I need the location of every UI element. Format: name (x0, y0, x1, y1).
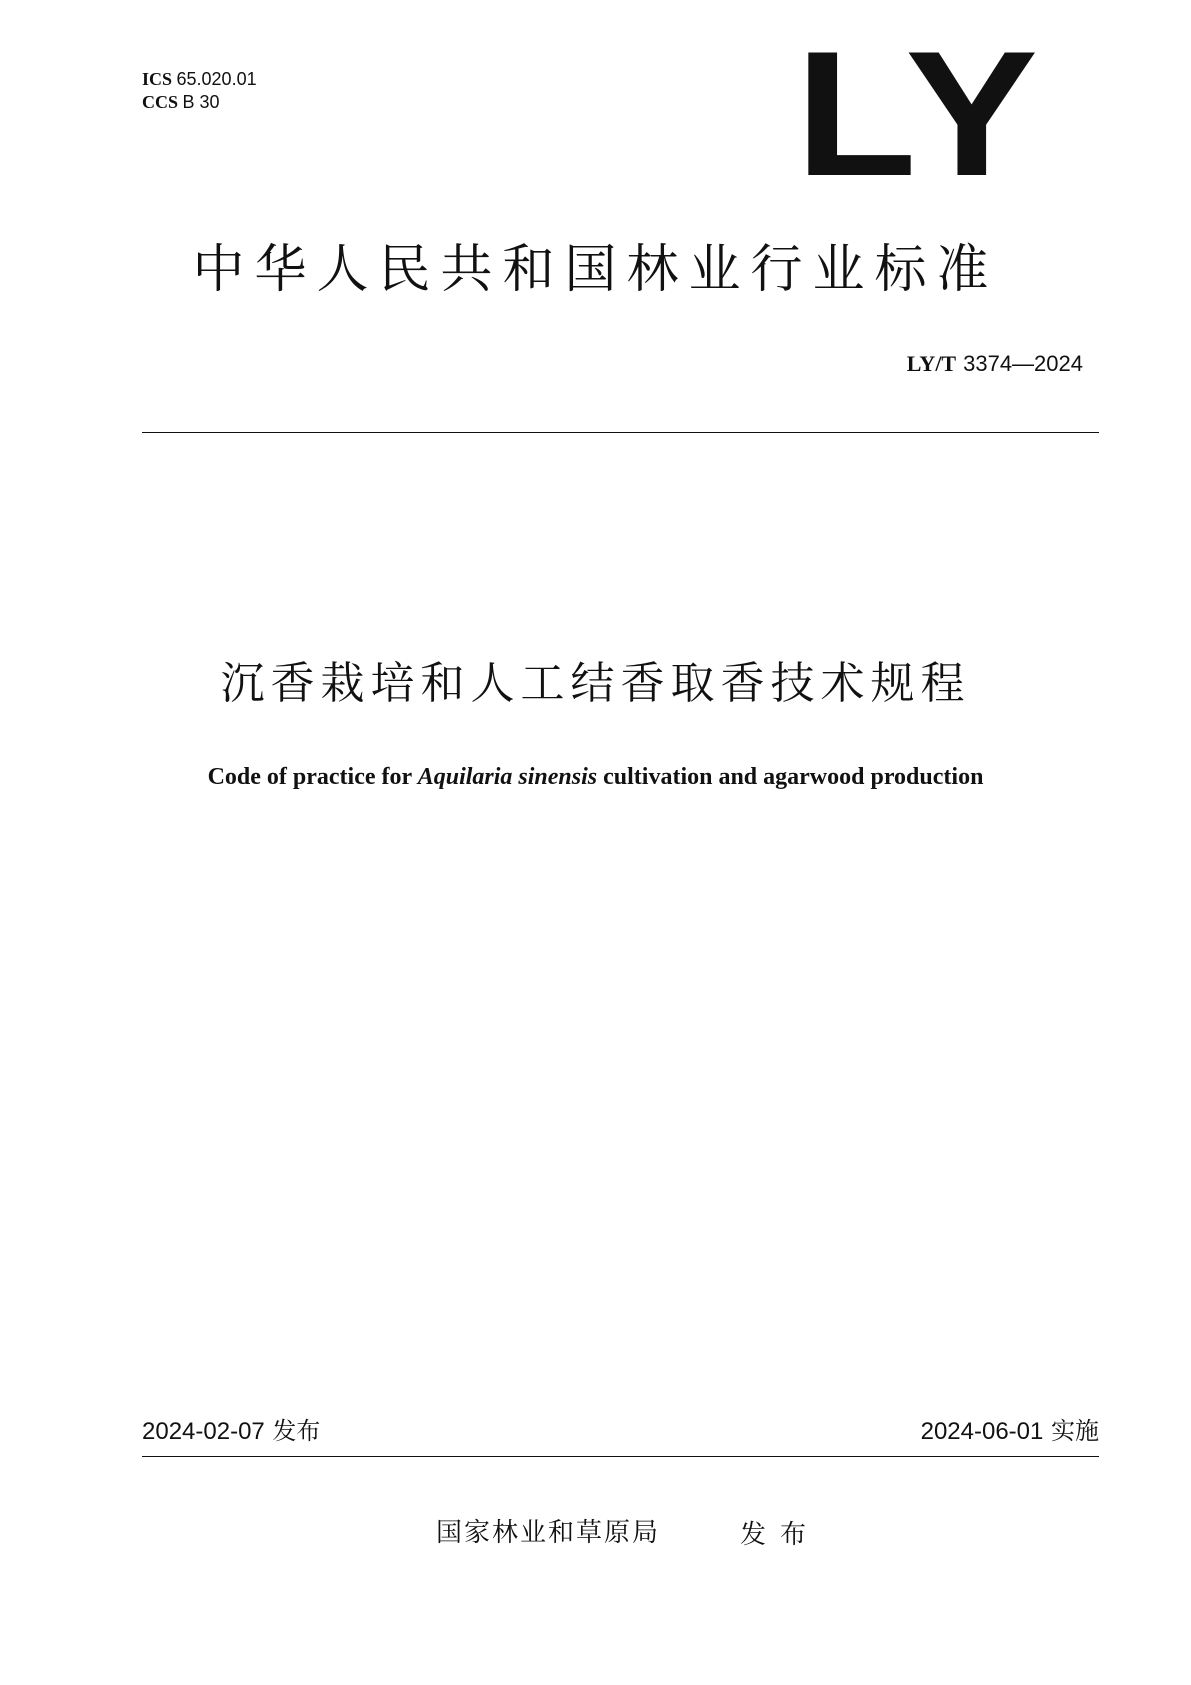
ccs-line (142, 91, 257, 114)
standard-number-prefix: LY/T (906, 351, 957, 376)
title-en-part1: Code of practice for (207, 764, 418, 790)
publisher-name: 国家林业和草原局 (436, 1518, 661, 1548)
ics-label: ICS (142, 69, 173, 89)
standard-logo: LY (795, 14, 1045, 213)
document-title-chinese: 沉香栽培和人工结香取香技术规程 (220, 658, 971, 709)
standard-number (907, 350, 1083, 379)
classification-codes (142, 68, 257, 114)
top-divider (142, 432, 1099, 433)
implementation-date-line (921, 1416, 1099, 1447)
issue-date: 2024-02-07 (142, 1418, 265, 1445)
implementation-label: 实施 (1051, 1417, 1099, 1445)
ics-value: 65.020.01 (176, 69, 257, 89)
title-en-species: Aquilaria sinensis (417, 764, 598, 790)
document-title-english (0, 762, 1191, 792)
issue-date-line (142, 1416, 320, 1447)
issue-label: 发布 (272, 1417, 321, 1445)
ccs-label: CCS (142, 92, 179, 112)
standard-number-value: 3374—2024 (963, 351, 1083, 376)
publish-word: 发布 (740, 1520, 821, 1550)
bottom-divider (142, 1456, 1099, 1457)
ccs-value: B 30 (182, 92, 220, 112)
standard-category-title: 中华人民共和国林业行业标准 (192, 240, 999, 300)
ics-line (142, 68, 257, 91)
title-en-part2: cultivation and agarwood production (597, 764, 984, 790)
implementation-date: 2024-06-01 (920, 1418, 1044, 1445)
